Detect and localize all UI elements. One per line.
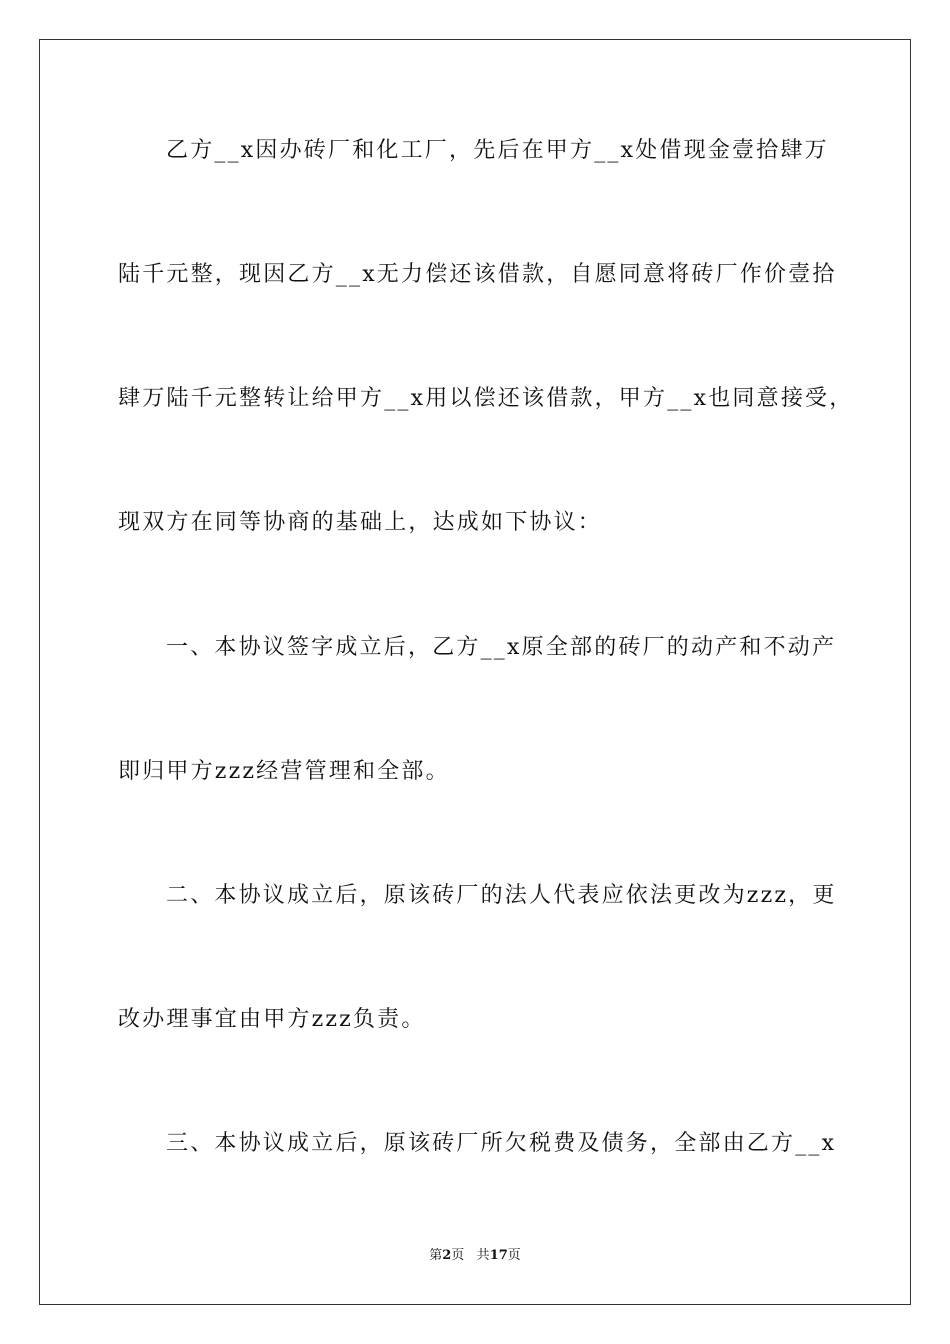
clause-one-line: 一、本协议签字成立后，乙方__x原全部的砖厂的动产和不动产 [166, 635, 837, 660]
paragraph-line: 陆千元整，现因乙方__x无力偿还该借款，自愿同意将砖厂作价壹拾 [118, 262, 837, 287]
clause-two-line: 改办理事宜由甲方zzz负责。 [118, 1007, 426, 1032]
paragraph-line: 乙方__x因办砖厂和化工厂，先后在甲方__x处借现金壹拾肆万 [166, 138, 829, 163]
paragraph-line: 肆万陆千元整转让给甲方__x用以偿还该借款，甲方__x也同意接受， [118, 386, 854, 411]
footer-total-pages: 17 [489, 1248, 508, 1263]
footer-page-suffix: 页 [451, 1248, 465, 1263]
clause-one-line: 即归甲方zzz经营管理和全部。 [118, 759, 450, 784]
footer-total-suffix: 页 [507, 1248, 521, 1263]
clause-three-line: 三、本协议成立后，原该砖厂所欠税费及债务，全部由乙方__x [166, 1131, 837, 1156]
paragraph-line: 现双方在同等协商的基础上，达成如下协议： [118, 510, 603, 535]
footer-page-prefix: 第 [429, 1248, 443, 1263]
page-footer [0, 1246, 950, 1266]
page-border [39, 39, 911, 1305]
footer-total-prefix: 共 [476, 1248, 490, 1263]
footer-page-number: 2 [442, 1248, 452, 1263]
clause-two-line: 二、本协议成立后，原该砖厂的法人代表应依法更改为zzz，更 [166, 883, 837, 908]
